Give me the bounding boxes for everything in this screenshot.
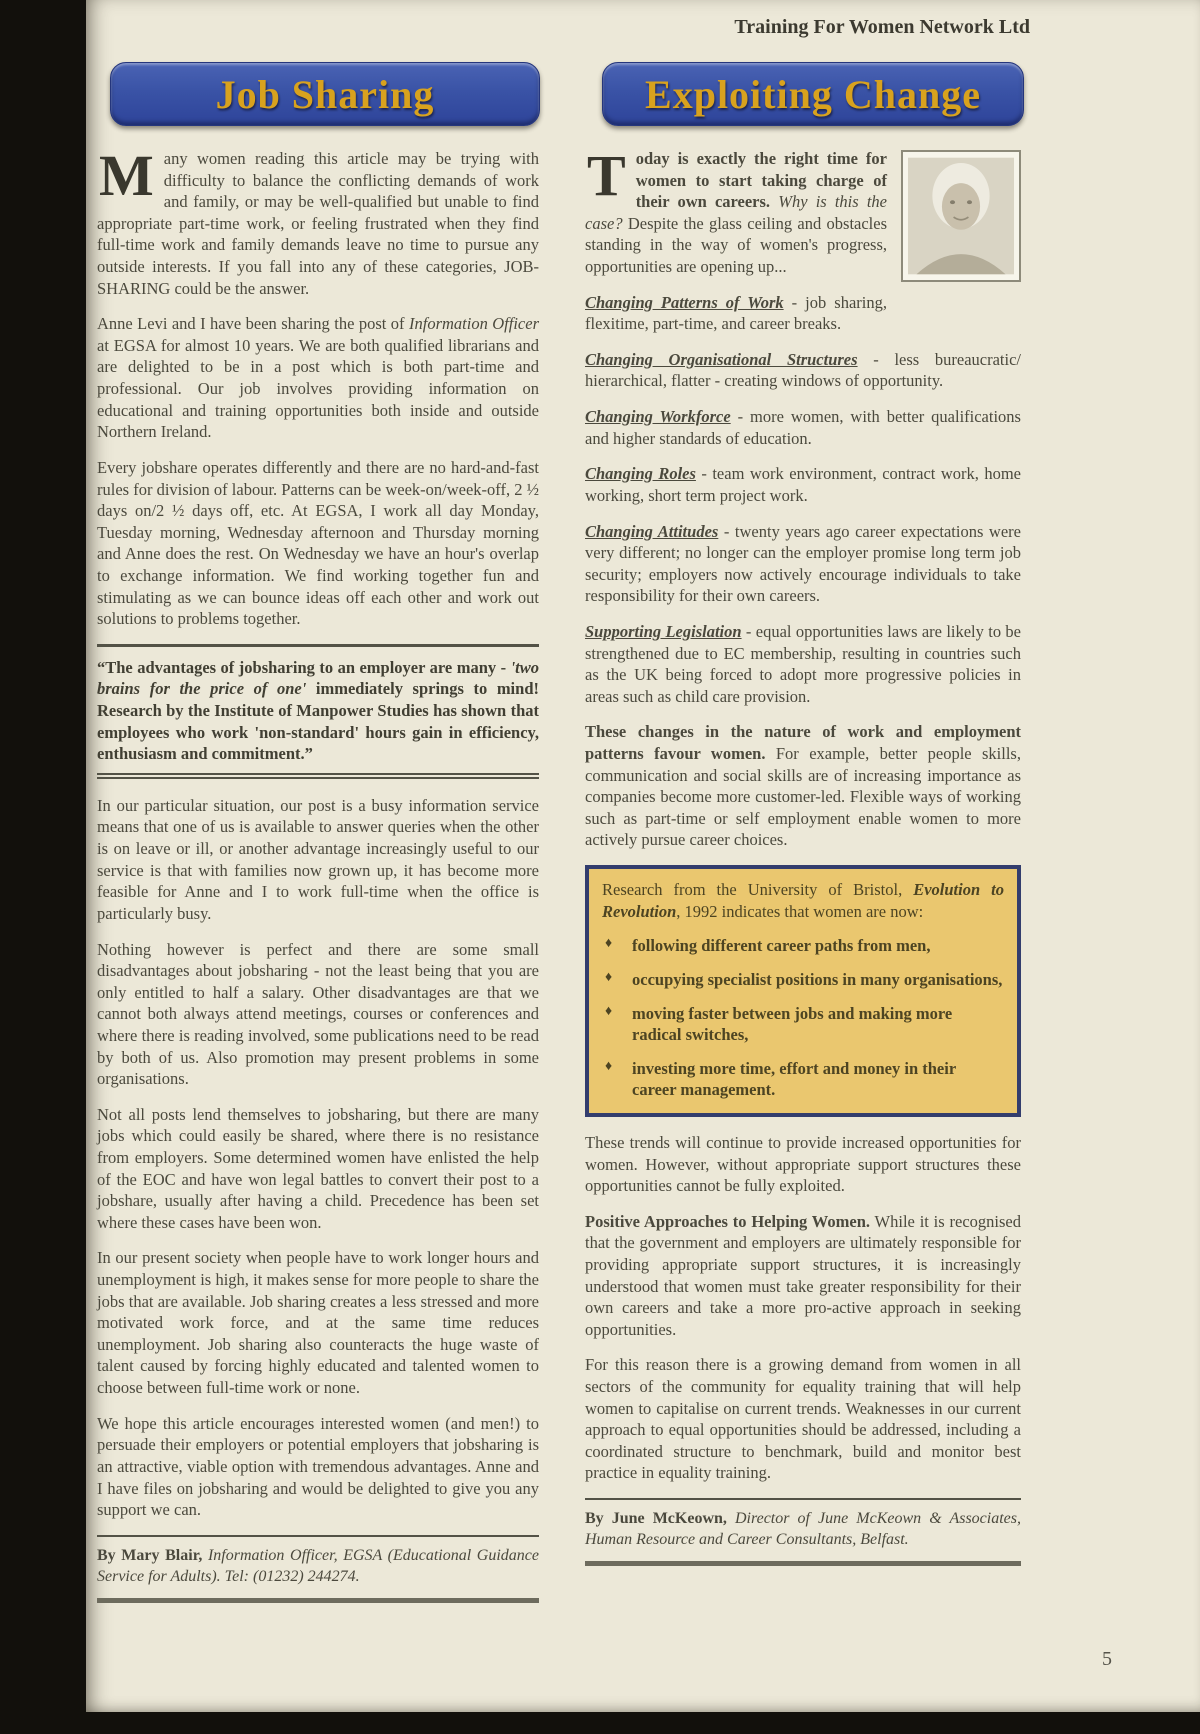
- paragraph: [585, 721, 1021, 851]
- bullet-text: moving faster between jobs and making more radical switches,: [632, 1003, 953, 1045]
- drop-cap: M: [99, 143, 154, 208]
- section-heading: Changing Workforce: [585, 407, 731, 427]
- bullet-item: [602, 1003, 1004, 1046]
- byline-author: By June McKeown,: [585, 1510, 727, 1528]
- page-number: 5: [1102, 1648, 1112, 1670]
- italic-phrase: Information Officer: [408, 314, 539, 334]
- section-text: - less bureaucratic/ hierarchical, flatter - creating windows of opportunity.: [585, 349, 1021, 391]
- paragraph: In our particular situation, our post is a busy information service means that one of us is available to answer queries when the other is on leave or ill, or another advantage increasingly useful to our service is that with families now grown up, it has become more feasible for Anne and I to work full-time when the office is particularly busy.: [97, 795, 539, 923]
- diamond-bullet-icon: ♦: [605, 1058, 613, 1074]
- section-heading: Supporting Legislation: [585, 621, 742, 641]
- paragraph: These trends will continue to provide increased opportunities for women. However, without appropriate support structures these opportunities cannot be fully exploited.: [585, 1132, 1021, 1196]
- portrait-photo: [901, 150, 1021, 282]
- portrait-illustration: [908, 157, 1014, 275]
- two-column-layout: [97, 143, 1189, 1603]
- bullet-text: occupying specialist positions in many organisations,: [632, 969, 1003, 989]
- bullet-item: [602, 1058, 1004, 1101]
- section-heading: Changing Organisational Structures: [585, 349, 858, 369]
- pull-quote: [97, 644, 539, 779]
- highlight-title-emphasis: Evolution to Revolution: [602, 880, 1004, 921]
- highlight-bullet-list: [602, 935, 1004, 1101]
- paragraph-text: For example, better people skills, communication and social skills are of increasing importance as companies become more customer-led. Flexible ways of working such as part-time or self employment enable women to more actively pursue career choices.: [585, 744, 1021, 850]
- highlight-box: [585, 865, 1021, 1117]
- lead-bold-text: Positive Approaches to Helping Women.: [585, 1211, 871, 1231]
- section-text: - equal opportunities laws are likely to be strengthened due to EC membership, resulting in countries such as the UK being forced to adopt more progressive policies in areas such as child care provision.: [585, 621, 1021, 706]
- section-changing-patterns: [585, 292, 1021, 335]
- paragraph: In our present society when people have to work longer hours and unemployment is high, it makes sense for more people to share the jobs that are available. Job sharing creates a less stressed and more motivated work force, and at the same time reduces unemployment. Job sharing also counteracts the huge waste of talent caused by forcing highly educated and talented women to choose between full-time work or none.: [97, 1248, 539, 1398]
- article-job-sharing: [97, 143, 539, 1603]
- banner-title-right: Exploiting Change: [645, 71, 981, 117]
- lead-bold-text: These changes in the nature of work and employment patterns favour women.: [585, 722, 1021, 764]
- section-changing-roles: [585, 463, 1021, 506]
- paragraph-text: any women reading this article may be trying with difficulty to balance the conflicting demands of work and family, or may be well-qualified but unable to find appropriate part-time work, or feeling frustrated when they find full-time work and family demands leave no time to pursue any outside interests. If you fall into any of these categories, JOB-SHARING could be the answer.: [97, 149, 539, 298]
- article-banners: [110, 62, 1024, 126]
- quote-text: “The advantages of jobsharing to an employer are many -: [97, 657, 511, 677]
- article-exploiting-change: [585, 143, 1022, 1603]
- paragraph: Every jobshare operates differently and there are no hard-and-fast rules for division of labour. Patterns can be week-on/week-off, 2 ½ days on/2 ½ days off, etc. At EGSA, I work all day Monday, Tuesday morning, Wednesday afternoon and Thursday morning and Anne does the rest. On Wednesday we have an hour's overlap to exchange information. We find working together fun and stimulating as we can bounce ideas off each other and work out solutions to problems together.: [97, 457, 539, 629]
- section-text: - job sharing, flexitime, part-time, and career breaks.: [585, 292, 887, 334]
- section-text: - team work environment, contract work, home working, short term project work.: [585, 464, 1021, 505]
- paragraph-text: While it is recognised that the government and employers are ultimately responsible for providing appropriate support structures, it is increasingly understood that women must take greater responsibility for their own careers and take a more pro-active approach in seeking opportunities.: [585, 1211, 1021, 1339]
- highlight-text: , 1992 indicates that women are now:: [676, 901, 924, 921]
- quote-text: immediately springs to mind! Research by the Institute of Manpower Studies has shown that employees who work 'non-standard' hours gain in efficiency, enthusiasm and commitment.”: [97, 679, 539, 764]
- byline-author: By Mary Blair,: [97, 1546, 203, 1564]
- section-changing-attitudes: [585, 521, 1021, 607]
- intro-bold-text: oday is exactly the right time for women to start taking charge of their own careers.: [635, 149, 887, 212]
- diamond-bullet-icon: ♦: [605, 969, 613, 985]
- bullet-item: [602, 969, 1004, 991]
- paragraph-text: at EGSA for almost 10 years. We are both qualified librarians and are delighted to be in a post which is both part-time and professional. Our job involves providing information on educational and training opportunities both inside and outside Northern Ireland.: [97, 335, 539, 442]
- section-heading: Changing Patterns of Work: [585, 292, 784, 312]
- highlight-box-intro: [602, 879, 1004, 922]
- paragraph: Not all posts lend themselves to jobsharing, but there are many jobs which could easily be shared, where there is no resistance from employers. Some determined women have enlisted the help of the EOC and have won legal battles to convert their post to a jobshare, usually after having a child. Precedence has been set where these cases have been won.: [97, 1104, 539, 1232]
- byline-june-mckeown: [585, 1498, 1021, 1566]
- section-supporting-legislation: [585, 621, 1021, 707]
- byline-mary-blair: [97, 1535, 539, 1603]
- banner-job-sharing: [110, 62, 540, 126]
- paragraph: Nothing however is perfect and there are some small disadvantages about jobsharing - not the least being that you are only entitled to half a salary. Other disadvantages are that we cannot both always attend meetings, courses or conferences and where there is reading involved, some publications need to be read by both of us. Also promotion may present problems in some organisations.: [97, 939, 539, 1089]
- paragraph: [97, 143, 539, 299]
- banner-title-left: Job Sharing: [215, 71, 435, 117]
- section-heading: Changing Roles: [585, 464, 696, 484]
- diamond-bullet-icon: ♦: [605, 936, 613, 952]
- byline-details: Director of June McKeown & Associates, Human Resource and Career Consultants, Belfast.: [585, 1510, 1022, 1549]
- section-changing-workforce: [585, 406, 1021, 449]
- diamond-bullet-icon: ♦: [605, 1003, 613, 1019]
- page: [86, 0, 1200, 1712]
- section-changing-structures: [585, 349, 1021, 392]
- paragraph-text: Anne Levi and I have been sharing the post of: [97, 314, 409, 334]
- intro-italic-text: Why is this the case?: [585, 192, 888, 233]
- paragraph: [585, 1211, 1021, 1341]
- bullet-text: following different career paths from men,: [632, 936, 931, 956]
- section-text: - more women, with better qualifications and higher standards of education.: [585, 407, 1021, 448]
- drop-cap: T: [587, 143, 626, 208]
- paragraph: [585, 143, 1021, 278]
- intro-text: Despite the glass ceiling and obstacles standing in the way of women's progress, opportunities are opening up...: [585, 213, 887, 277]
- paragraph: We hope this article encourages interested women (and men!) to persuade their employers or potential employers that jobsharing is an attractive, viable option with tremendous advantages. Anne and I have files on jobsharing and would be delighted to give you any support we can.: [97, 1413, 539, 1520]
- banner-exploiting-change: [602, 62, 1024, 126]
- byline-details: Information Officer, EGSA (Educational Guidance Service for Adults). Tel: (01232) 244274.: [97, 1546, 539, 1585]
- highlight-text: Research from the University of Bristol,: [602, 880, 914, 900]
- publisher-name: Training For Women Network Ltd: [734, 16, 1030, 38]
- paragraph: [97, 313, 539, 443]
- bullet-item: [602, 935, 1004, 957]
- section-text: - twenty years ago career expectations were very different; no longer can the employer promise long term job security; employers now actively encourage individuals to take responsibility for their own careers.: [585, 521, 1021, 606]
- paragraph: For this reason there is a growing demand from women in all sectors of the community for equality training that will help women to capitalise on current trends. Weaknesses in our current approach to equal opportunities should be addressed, including a coordinated structure to benchmark, build and monitor best practice in equality training.: [585, 1355, 1021, 1483]
- bullet-text: investing more time, effort and money in their career management.: [632, 1058, 956, 1100]
- section-heading: Changing Attitudes: [585, 521, 719, 541]
- quote-emphasis: 'two brains for the price of one': [97, 657, 539, 699]
